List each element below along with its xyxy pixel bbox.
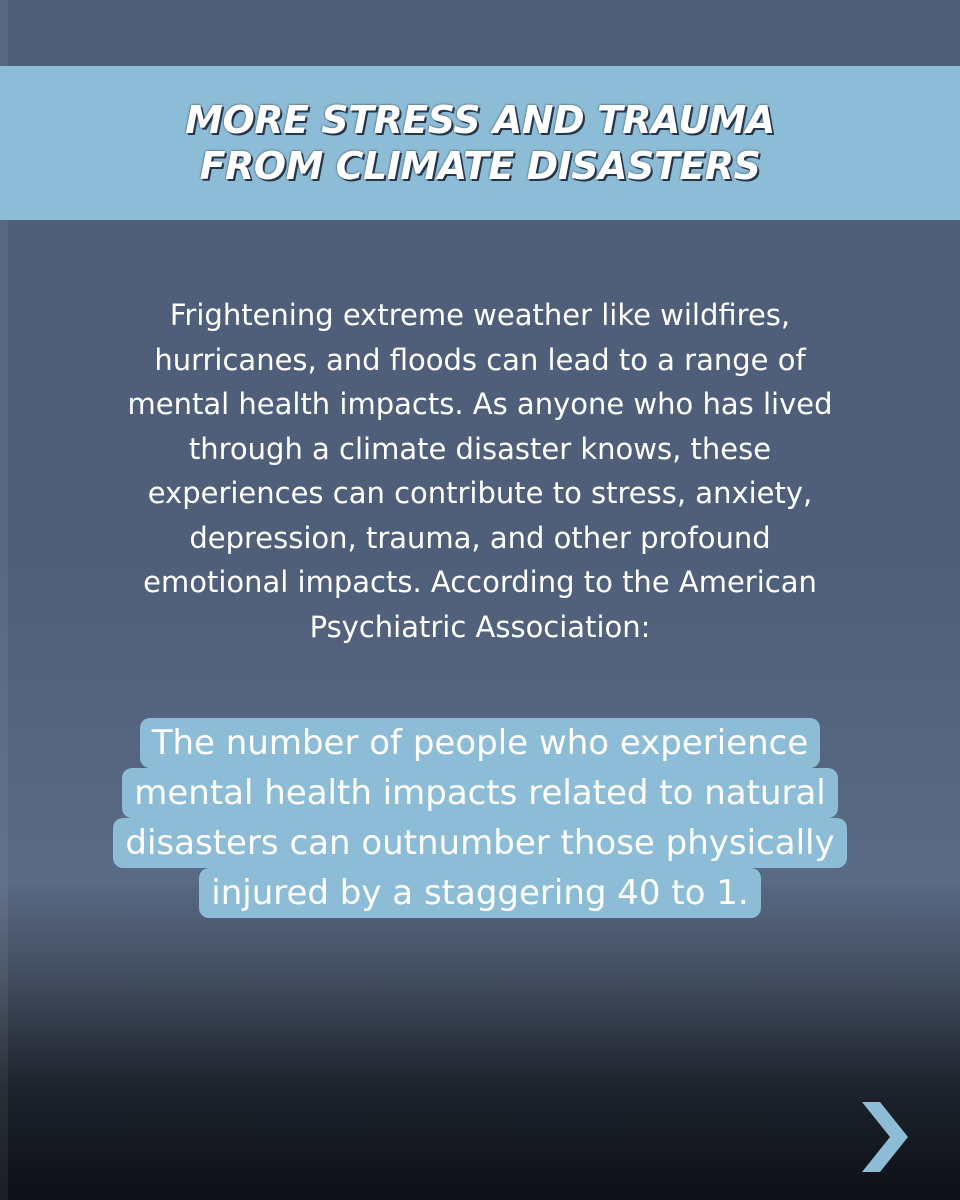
body-line: Frightening extreme weather like wildfires,: [169, 298, 791, 332]
quote-line: injured by a staggering 40 to 1.: [199, 868, 760, 918]
body-line: mental health impacts. As anyone who has lived: [127, 387, 833, 421]
quote-line: The number of people who experience: [140, 718, 821, 768]
quote-line: mental health impacts related to natural: [122, 768, 838, 818]
highlighted-quote: [70, 718, 890, 918]
body-line: experiences can contribute to stress, anxiety,: [147, 476, 813, 510]
body-line: Psychiatric Association:: [309, 609, 651, 644]
body-line: depression, trauma, and other profound: [189, 520, 771, 555]
body-line: hurricanes, and floods can lead to a range of: [154, 342, 806, 377]
body-line: through a climate disaster knows, these: [188, 431, 772, 466]
body-paragraph: [90, 293, 870, 649]
chevron-right-icon: [856, 1098, 912, 1176]
quote-line: disasters can outnumber those physically: [113, 818, 846, 868]
next-slide-button[interactable]: [856, 1098, 912, 1176]
title-line-2: FROM CLIMATE DISASTERS: [199, 144, 761, 188]
header-band: [0, 66, 960, 220]
body-line: emotional impacts. According to the American: [143, 565, 817, 599]
page-title: [70, 97, 890, 189]
title-line-1: MORE STRESS AND TRAUMA: [185, 98, 775, 142]
